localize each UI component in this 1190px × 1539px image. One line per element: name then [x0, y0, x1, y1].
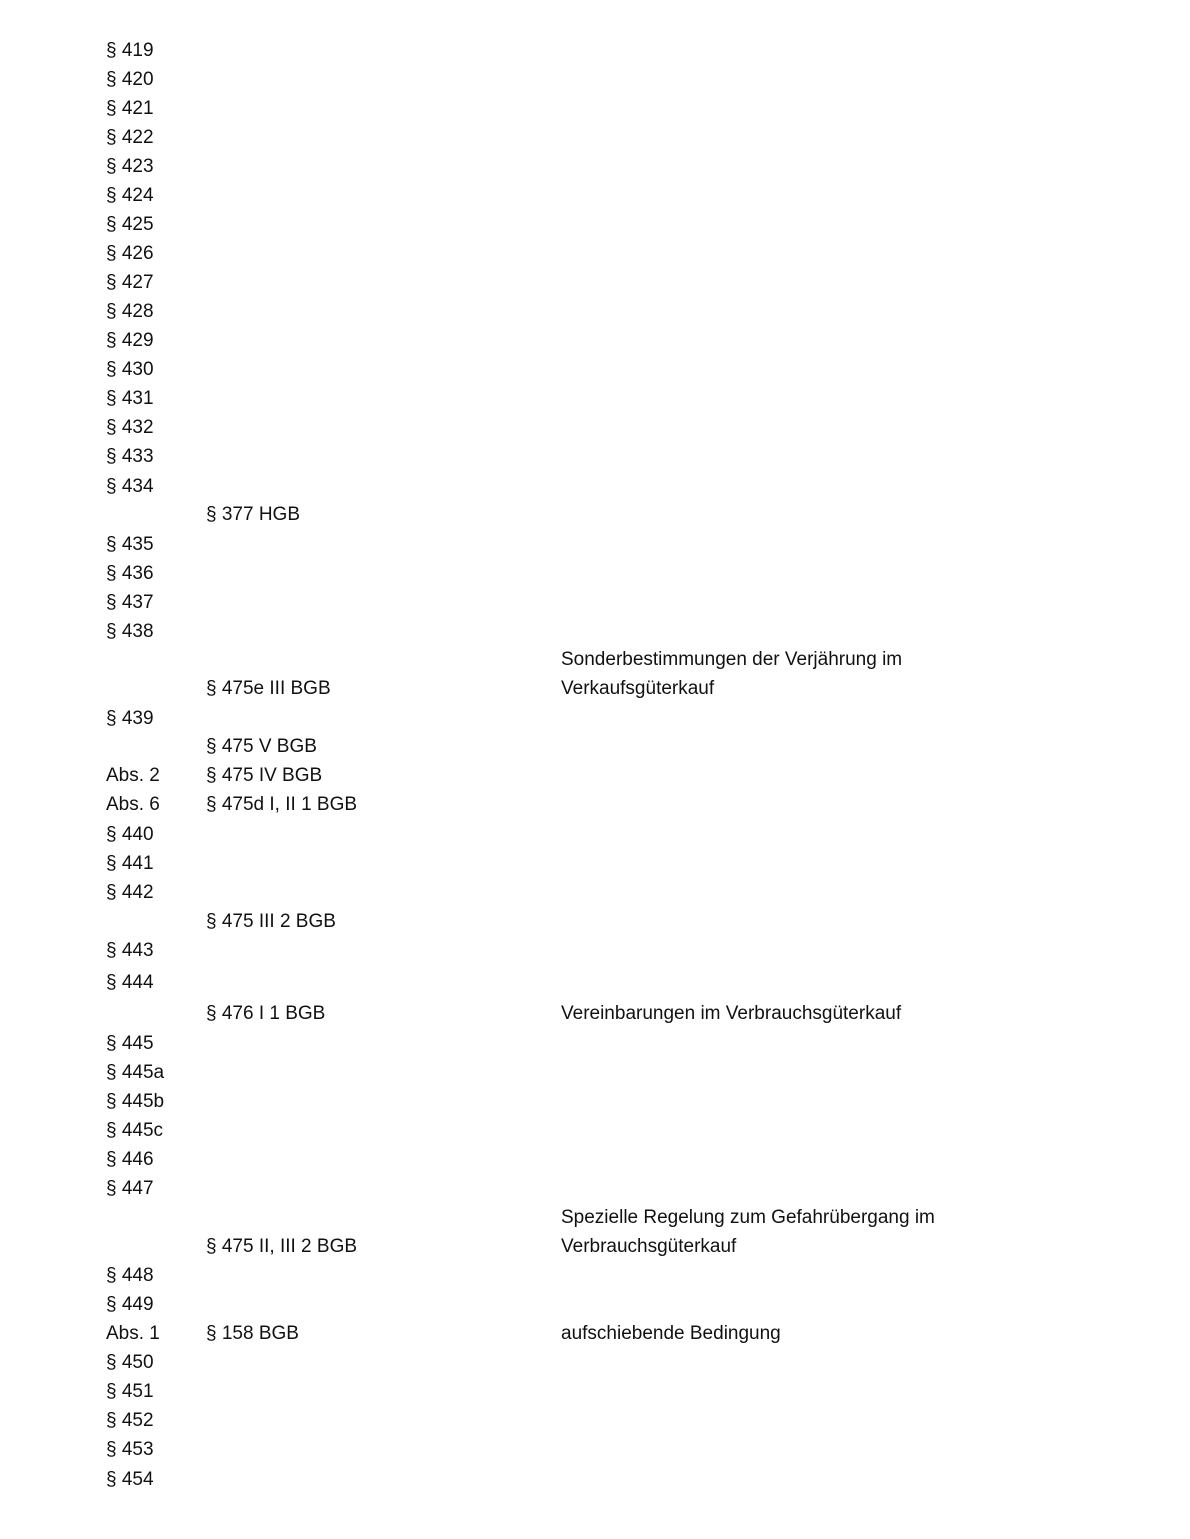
section-cell: § 452 [106, 1410, 154, 1431]
table-row [0, 472, 1190, 501]
table-row [0, 849, 1190, 878]
table-row [0, 1261, 1190, 1290]
note-cell: aufschiebende Bedingung [561, 1323, 781, 1344]
reference-cell: § 475 II, III 2 BGB [206, 1236, 358, 1257]
table-row [0, 878, 1190, 907]
table-row [0, 500, 1190, 529]
reference-cell: § 476 I 1 BGB [206, 1003, 326, 1024]
table-row [0, 1029, 1190, 1058]
table-row [0, 1465, 1190, 1494]
note-cell: Spezielle Regelung zum Gefahrübergang im [561, 1207, 935, 1228]
table-row [0, 355, 1190, 384]
section-cell: § 440 [106, 824, 154, 845]
section-cell: § 429 [106, 330, 154, 351]
section-cell: § 426 [106, 243, 154, 264]
section-cell: § 420 [106, 69, 154, 90]
table-row [0, 65, 1190, 94]
section-cell: § 419 [106, 40, 154, 61]
table-row [0, 181, 1190, 210]
section-cell: § 445c [106, 1120, 164, 1141]
section-cell: § 445a [106, 1062, 165, 1083]
section-cell: § 427 [106, 272, 154, 293]
table-row [0, 384, 1190, 413]
section-cell: § 436 [106, 563, 154, 584]
section-cell: Abs. 6 [106, 794, 160, 815]
section-cell: § 439 [106, 708, 154, 729]
table-row [0, 1174, 1190, 1203]
table-row [0, 1377, 1190, 1406]
reference-cell: § 475e III BGB [206, 678, 331, 699]
section-cell: § 445 [106, 1033, 154, 1054]
section-cell: § 441 [106, 853, 154, 874]
section-cell: § 428 [106, 301, 154, 322]
reference-cell: § 475 III 2 BGB [206, 911, 336, 932]
section-cell: § 444 [106, 972, 154, 993]
reference-cell: § 475 V BGB [206, 736, 317, 757]
section-cell: § 442 [106, 882, 154, 903]
table-row [0, 1145, 1190, 1174]
section-cell: § 435 [106, 534, 154, 555]
section-cell: § 432 [106, 417, 154, 438]
section-cell: § 433 [106, 446, 154, 467]
section-cell: § 430 [106, 359, 154, 380]
section-cell: § 425 [106, 214, 154, 235]
table-row [0, 297, 1190, 326]
table-row [0, 968, 1190, 997]
table-row [0, 1087, 1190, 1116]
table-row [0, 1348, 1190, 1377]
table-row [0, 413, 1190, 442]
table-row [0, 1435, 1190, 1464]
table-row [0, 268, 1190, 297]
reference-cell: § 475 IV BGB [206, 765, 323, 786]
table-row [0, 239, 1190, 268]
table-row [0, 94, 1190, 123]
section-cell: § 450 [106, 1352, 154, 1373]
table-row [0, 617, 1190, 646]
section-cell: Abs. 1 [106, 1323, 160, 1344]
section-cell: § 424 [106, 185, 154, 206]
table-row [0, 645, 1190, 674]
section-cell: Abs. 2 [106, 765, 160, 786]
table-row [0, 1116, 1190, 1145]
table-row [0, 530, 1190, 559]
note-cell: Sonderbestimmungen der Verjährung im [561, 649, 903, 670]
section-cell: § 446 [106, 1149, 154, 1170]
reference-cell: § 158 BGB [206, 1323, 299, 1344]
table-row [0, 210, 1190, 239]
table-row [0, 999, 1190, 1028]
table-row [0, 1319, 1190, 1348]
section-cell: § 434 [106, 476, 154, 497]
table-row [0, 1232, 1190, 1261]
note-cell: Verkaufsgüterkauf [561, 678, 715, 699]
table-row [0, 36, 1190, 65]
section-cell: § 454 [106, 1469, 154, 1490]
section-cell: § 451 [106, 1381, 154, 1402]
table-row [0, 732, 1190, 761]
section-cell: § 447 [106, 1178, 154, 1199]
section-cell: § 438 [106, 621, 154, 642]
section-cell: § 448 [106, 1265, 154, 1286]
table-row [0, 704, 1190, 733]
table-row [0, 1058, 1190, 1087]
section-cell: § 443 [106, 940, 154, 961]
section-cell: § 422 [106, 127, 154, 148]
section-cell: § 421 [106, 98, 154, 119]
table-row [0, 1290, 1190, 1319]
section-cell: § 431 [106, 388, 154, 409]
table-row [0, 1406, 1190, 1435]
table-row [0, 907, 1190, 936]
section-cell: § 449 [106, 1294, 154, 1315]
table-row [0, 1203, 1190, 1232]
section-cell: § 453 [106, 1439, 154, 1460]
section-cell: § 437 [106, 592, 154, 613]
table-row [0, 152, 1190, 181]
table-row [0, 761, 1190, 790]
note-cell: Vereinbarungen im Verbrauchsgüterkauf [561, 1003, 902, 1024]
section-cell: § 423 [106, 156, 154, 177]
table-row [0, 442, 1190, 471]
table-row [0, 559, 1190, 588]
table-row [0, 326, 1190, 355]
table-row [0, 123, 1190, 152]
reference-cell: § 377 HGB [206, 504, 300, 525]
table-row [0, 820, 1190, 849]
note-cell: Verbrauchsgüterkauf [561, 1236, 737, 1257]
table-row [0, 588, 1190, 617]
table-row [0, 674, 1190, 703]
reference-cell: § 475d I, II 1 BGB [206, 794, 358, 815]
table-row [0, 790, 1190, 819]
section-cell: § 445b [106, 1091, 165, 1112]
table-row [0, 936, 1190, 965]
